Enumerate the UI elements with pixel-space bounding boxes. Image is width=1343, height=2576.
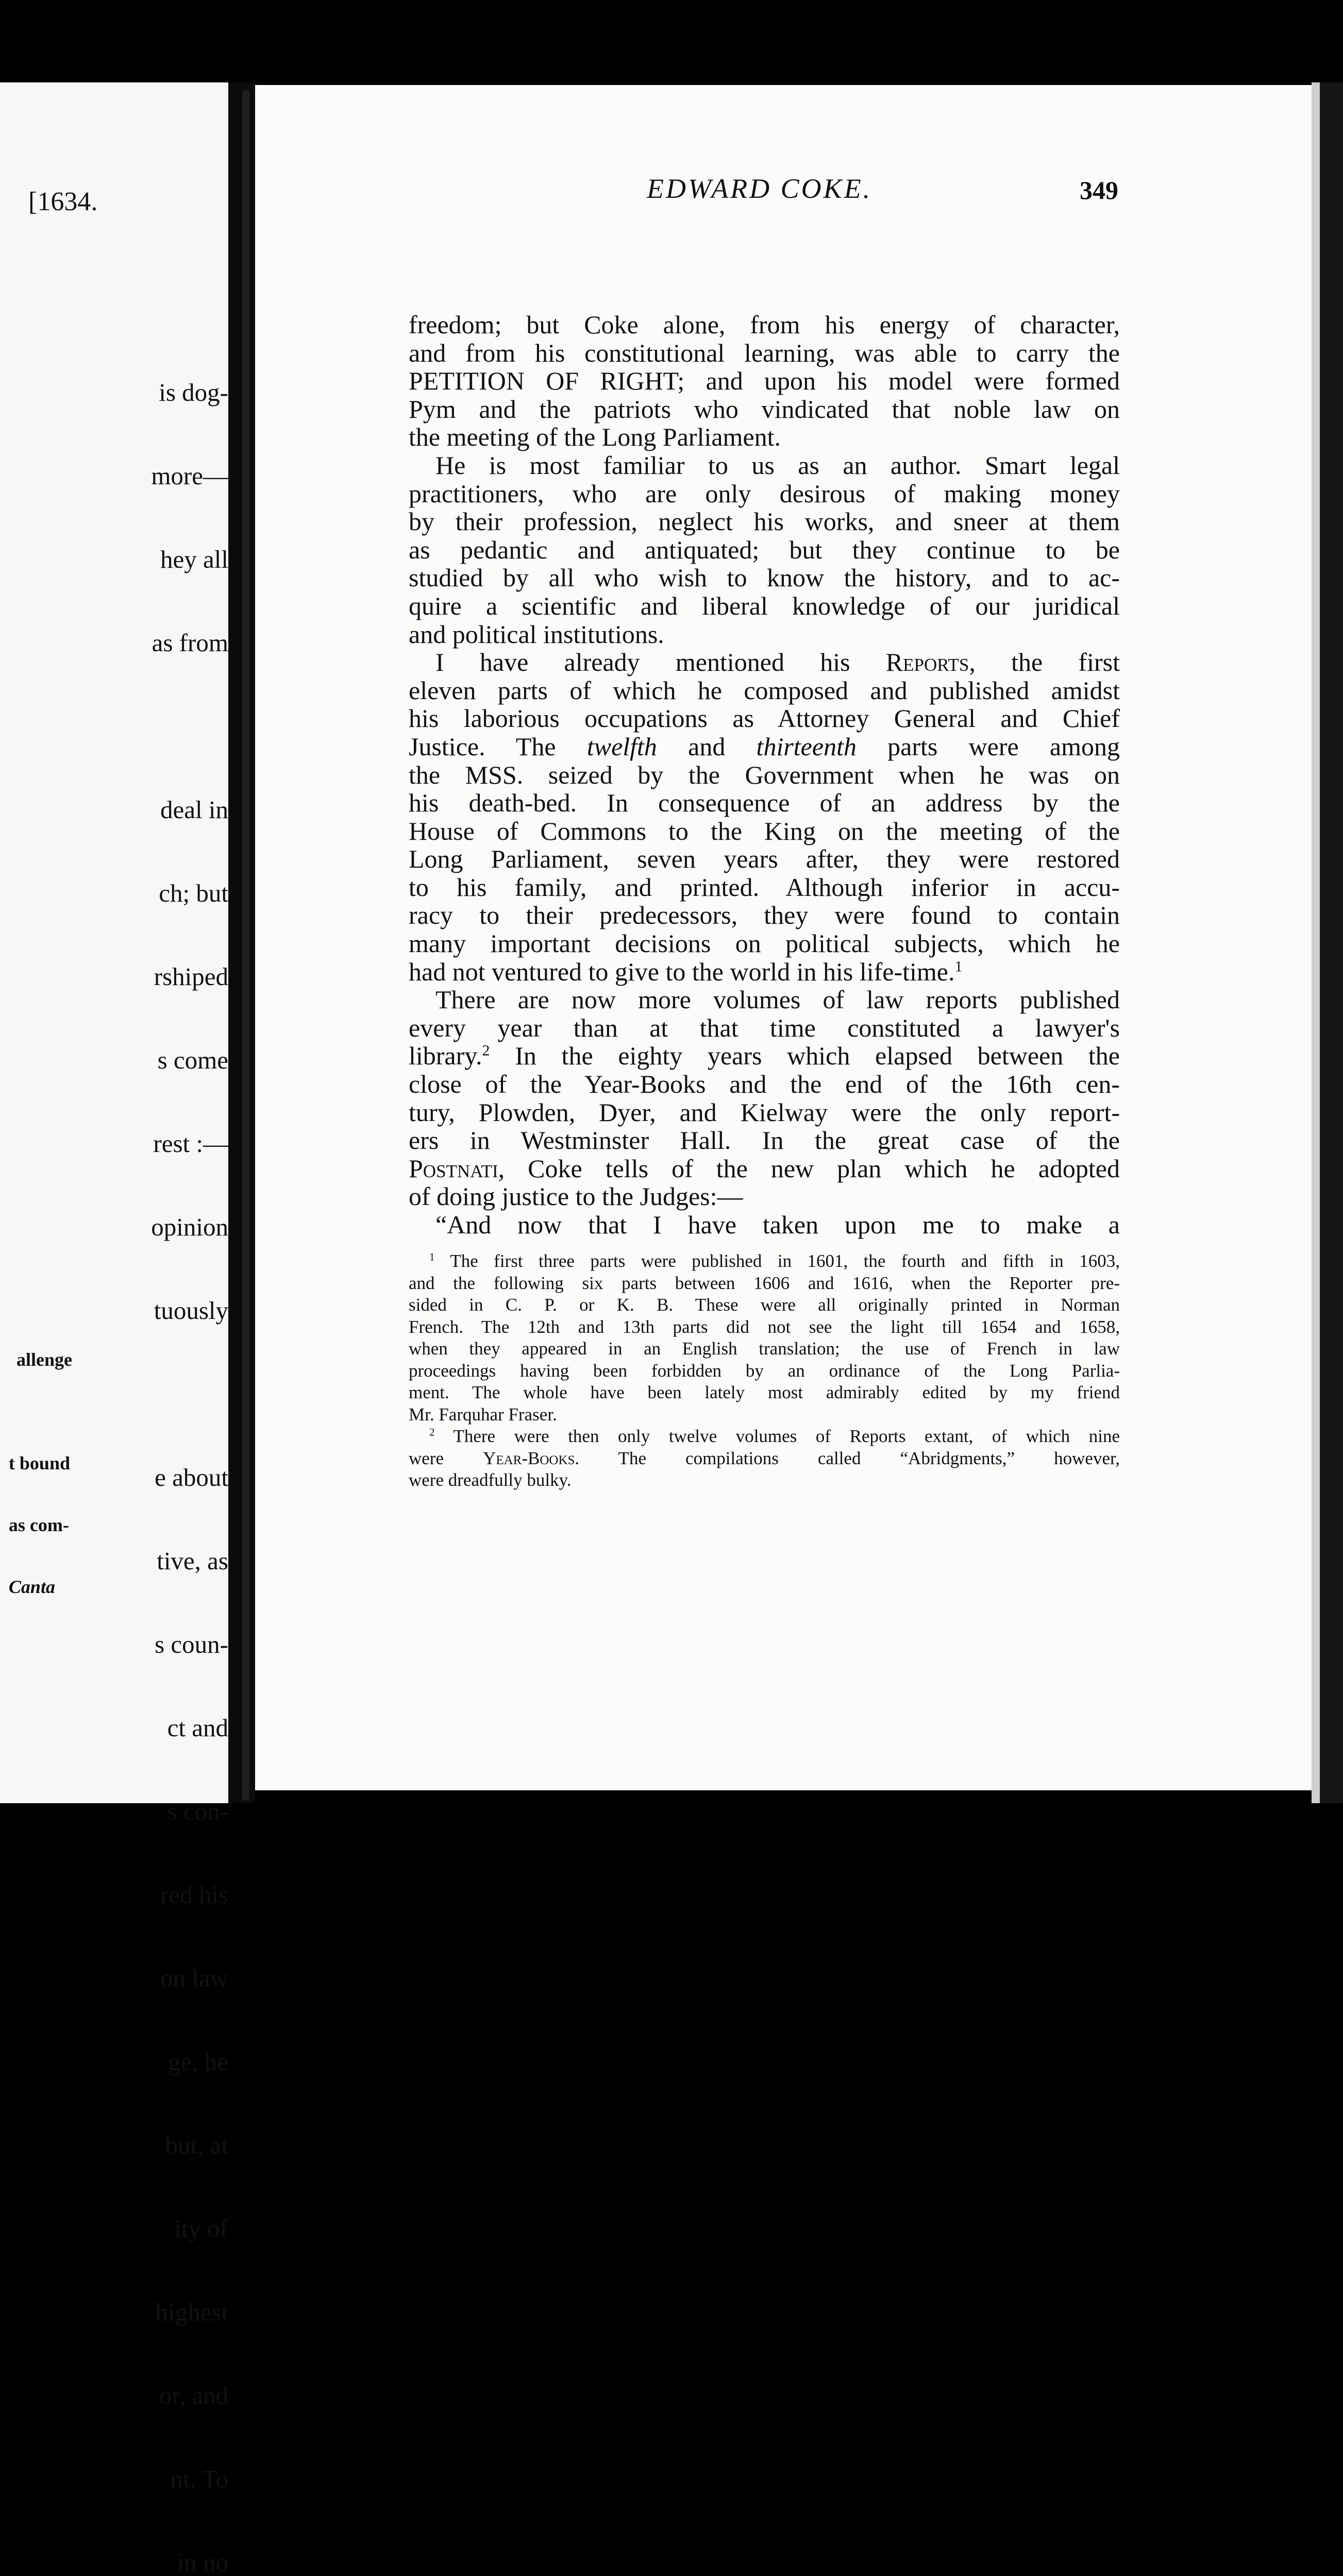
text-line: “And now that I have taken upon me to make a: [435, 1210, 1120, 1239]
left-line: red his: [160, 1880, 228, 1909]
text-line: his death-bed. In consequence of an address by the: [409, 788, 1120, 818]
text-line: [409, 648, 1120, 676]
text-line: of doing justice to the Judges:—: [409, 1182, 743, 1211]
running-head: EDWARD COKE.: [647, 173, 872, 204]
text-line: practitioners, who are only desirous of making money: [409, 479, 1120, 508]
italic-word: thirteenth: [756, 732, 857, 761]
left-line: on law: [160, 1964, 228, 1992]
text-line: eleven parts of which he composed and published amidst: [409, 675, 1120, 705]
left-line: opinion: [151, 1213, 228, 1241]
text-run: I have already mentioned his: [435, 648, 886, 677]
left-line: rshiped: [154, 962, 228, 991]
left-line: [0, 1380, 228, 1408]
left-page-year: [1634.: [28, 187, 98, 216]
footnote-line: French. The 12th and 13th parts did not see the light till 1654 and 1658,: [409, 1316, 1120, 1337]
page-edge: [1312, 82, 1320, 1803]
text-line: freedom; but Coke alone, from his energy of character,: [409, 310, 1120, 339]
text-line: close of the Year-Books and the end of the 16th cen-: [409, 1070, 1120, 1099]
text-line: and political institutions.: [409, 619, 664, 649]
left-line: highest: [155, 2298, 228, 2326]
left-line: tive, as: [157, 1547, 228, 1575]
text-run: parts were among: [856, 732, 1120, 761]
text-line: racy to their predecessors, they were found to contain: [409, 901, 1120, 930]
footnote-line: when they appeared in an English translation; the use of French in law: [409, 1338, 1120, 1359]
footnote-line: [409, 1250, 1120, 1273]
book-gutter: [228, 82, 255, 1803]
footnote-line: Mr. Farquhar Fraser.: [409, 1404, 557, 1425]
left-note-fragment: [9, 1412, 70, 1618]
left-line: as from: [152, 629, 228, 657]
text-line: the meeting of the Long Parliament.: [409, 422, 781, 452]
left-line: or, and: [159, 2381, 228, 2410]
text-line: ers in Westminster Hall. In the great case of the: [409, 1126, 1120, 1155]
left-line: e about: [155, 1463, 228, 1492]
text-line: many important decisions on political subjects, which he: [409, 929, 1120, 958]
text-line: House of Commons to the King on the meeting of the: [409, 816, 1120, 845]
text-run: were: [409, 1448, 483, 1468]
text-line: studied by all who wish to know the history, and to ac-: [409, 563, 1120, 592]
footnote-line: sided in C. P. or K. B. These were all originally printed in Norman: [409, 1295, 1120, 1315]
text-line: and from his constitutional learning, was able to carry the: [409, 338, 1120, 367]
left-note-line: as com-: [8, 1515, 69, 1535]
footnotes: [409, 1250, 1120, 1492]
left-line: ity of: [174, 2214, 228, 2243]
text-run: There were then only twelve volumes of Reports extant, of which nine: [453, 1426, 1120, 1446]
left-line: s coun-: [155, 1630, 228, 1658]
reports-title: Reports: [885, 648, 969, 677]
text-line: by their profession, neglect his works, and sneer at them: [409, 507, 1120, 536]
text-line: Pym and the patriots who vindicated that noble law on: [409, 394, 1120, 423]
text-run: , Coke tells of the new plan which he adopted: [498, 1154, 1120, 1183]
left-note-fragment: allenge: [16, 1349, 72, 1370]
left-note-line: Canta: [8, 1577, 55, 1597]
footnote-marker: 2: [429, 1426, 435, 1438]
postnati-title: Postnati: [409, 1154, 498, 1183]
text-line: Long Parliament, seven years after, they were restored: [409, 844, 1120, 874]
footnote-line: [409, 1448, 1120, 1470]
left-line: is dog-: [159, 378, 228, 406]
footnote-line: proceedings having been forbidden by an ordinance of the Long Parlia-: [409, 1360, 1120, 1381]
left-line: tuously: [154, 1296, 228, 1325]
text-run: In the eighty years which elapsed between the: [490, 1041, 1120, 1071]
gutter-shadow: [242, 90, 249, 1801]
left-line: [0, 713, 228, 740]
footnote-reference: 1: [954, 958, 963, 975]
text-run: The first three parts were published in 1601, the fourth and fifth in 1603,: [450, 1251, 1120, 1271]
left-line: rest :—: [153, 1129, 228, 1158]
text-run: had not ventured to give to the world in his life-time.: [409, 957, 955, 986]
left-line: s come: [157, 1046, 228, 1074]
text-line: quire a scientific and liberal knowledge of our juridical: [409, 591, 1120, 620]
footnote-line: and the following six parts between 1606 and 1616, when the Reporter pre-: [409, 1273, 1120, 1293]
left-line: ch; but: [159, 879, 228, 907]
left-line: but, at: [165, 2131, 228, 2159]
left-line: more—: [151, 462, 228, 490]
footnote-line: ment. The whole have been lately most admirably edited by my friend: [409, 1382, 1120, 1402]
text-line: tury, Plowden, Dyer, and Kielway were the only report-: [409, 1097, 1120, 1127]
page-number: 349: [1080, 176, 1118, 205]
year-books-title: Year-Books: [483, 1448, 575, 1468]
footnote-reference: 2: [482, 1042, 490, 1059]
text-run: . The compilations called “Abridgments,” however,: [575, 1448, 1120, 1468]
text-line: [409, 733, 1120, 761]
text-line: There are now more volumes of law reports published: [435, 985, 1120, 1014]
text-line: [409, 958, 1120, 986]
left-line: hey all: [160, 545, 228, 573]
text-line: his laborious occupations as Attorney General and Chief: [409, 704, 1120, 733]
text-line: to his family, and printed. Although inferior in accu-: [409, 872, 1120, 902]
text-run: , the first: [969, 648, 1120, 677]
footnote-line: were dreadfully bulky.: [409, 1470, 572, 1490]
left-line: ge, he: [168, 2047, 228, 2076]
italic-word: twelfth: [586, 732, 657, 761]
text-line: [409, 1042, 1120, 1070]
page-edge-shadow: [1320, 82, 1343, 1803]
left-line: s con-: [167, 1797, 228, 1825]
left-line: nt. To: [170, 2465, 228, 2493]
text-line: He is most familiar to us as an author. Smart legal: [435, 450, 1120, 480]
body-text: [409, 311, 1120, 1239]
text-run: library.: [409, 1041, 482, 1071]
left-line: deal in: [160, 795, 228, 824]
left-line: ct and: [167, 1714, 228, 1742]
footnote-line: [409, 1426, 1120, 1448]
text-line: as pedantic and antiquated; but they continue to be: [409, 535, 1120, 564]
text-run: Justice. The: [409, 732, 587, 761]
text-line: [409, 1155, 1120, 1183]
left-line: in no: [177, 2548, 228, 2576]
text-line: the MSS. seized by the Government when he was on: [409, 760, 1120, 789]
footnote-marker: 1: [429, 1250, 435, 1263]
text-line: every year than at that time constituted a lawyer's: [409, 1013, 1120, 1042]
text-run: and: [657, 732, 757, 761]
left-note-line: t bound: [8, 1453, 70, 1473]
text-line: PETITION OF RIGHT; and upon his model were formed: [409, 366, 1120, 396]
